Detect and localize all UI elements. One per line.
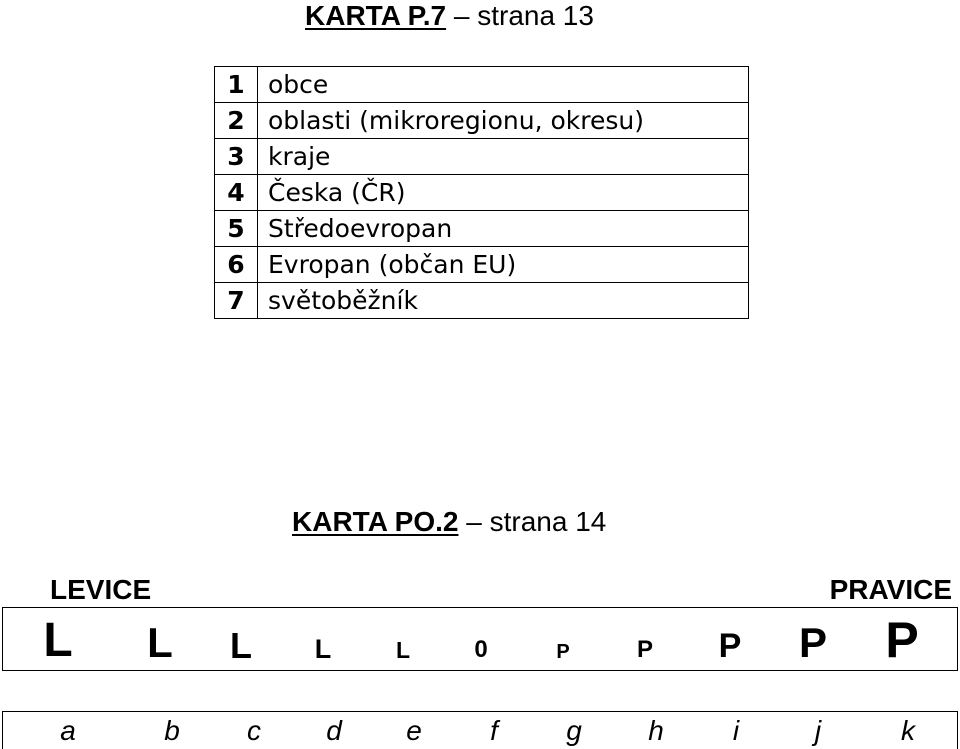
card-po2-heading (292, 506, 606, 538)
answer-letter: f (490, 715, 498, 746)
answer-letter: b (164, 715, 180, 746)
scale-mark: P (556, 641, 570, 663)
scale-right-label: PRAVICE (829, 574, 952, 605)
answer-letter: h (648, 715, 664, 746)
scale-mark: L (147, 619, 173, 667)
level-number: 2 (215, 103, 258, 139)
answer-letter: i (732, 715, 740, 746)
scale-mark: P (636, 636, 654, 664)
level-number: 3 (215, 139, 258, 175)
scale-mark: L (43, 613, 73, 667)
card-po2-page: – strana 14 (458, 506, 607, 537)
table-row (215, 247, 749, 283)
card-p7-page: – strana 13 (446, 0, 594, 31)
level-number: 7 (215, 283, 258, 319)
level-text: světoběžník (258, 283, 749, 319)
table-row (215, 175, 749, 211)
table-row (215, 103, 749, 139)
scale-mark: L (395, 637, 411, 664)
table-row (215, 283, 749, 319)
answer-letter: j (814, 715, 822, 746)
card-po2-title: KARTA PO.2 (292, 506, 459, 537)
scale-mark: P (798, 619, 828, 667)
scale-mark: L (314, 633, 332, 664)
table-row (215, 67, 749, 103)
scale-mark: P (718, 627, 742, 666)
answer-letter: d (326, 715, 342, 746)
level-number: 5 (215, 211, 258, 247)
table-row (215, 139, 749, 175)
card-p7-title: KARTA P.7 (305, 0, 447, 31)
answer-letter: k (901, 715, 915, 746)
answer-letter: g (566, 715, 582, 746)
level-text: Evropan (občan EU) (258, 247, 749, 283)
scale-mark: P (885, 612, 919, 668)
level-number: 6 (215, 247, 258, 283)
card-p7-heading (305, 0, 594, 32)
level-text: kraje (258, 139, 749, 175)
level-text: Středoevropan (258, 211, 749, 247)
level-text: obce (258, 67, 749, 103)
level-number: 1 (215, 67, 258, 103)
scale-mark: L (230, 624, 252, 666)
answer-letter: e (406, 715, 422, 746)
answer-letter: a (60, 715, 76, 746)
level-text: oblasti (mikroregionu, okresu) (258, 103, 749, 139)
level-text: Česka (ČR) (258, 175, 749, 211)
scale-left-label: LEVICE (50, 574, 152, 605)
table-row (215, 211, 749, 247)
scale-mark: 0 (474, 636, 488, 664)
level-number: 4 (215, 175, 258, 211)
identity-levels-table (214, 66, 749, 319)
answer-letter: c (247, 715, 261, 746)
